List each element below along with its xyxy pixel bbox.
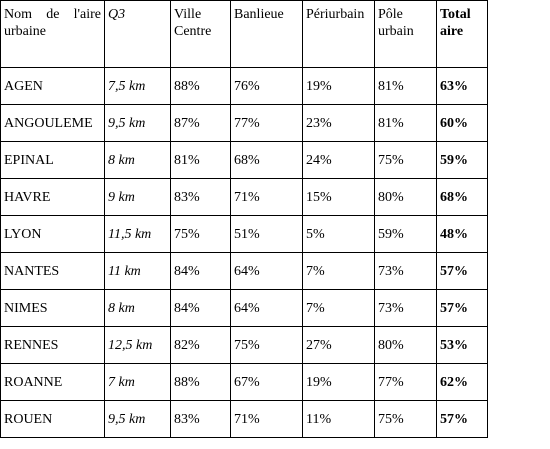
cell-city-center: 84% (171, 253, 231, 290)
cell-area-name: NIMES (1, 290, 105, 327)
cell-urban-pole: 80% (375, 327, 437, 364)
cell-q3: 8 km (105, 142, 171, 179)
cell-periurban: 7% (303, 290, 375, 327)
cell-total-area: 57% (437, 253, 488, 290)
cell-q3: 12,5 km (105, 327, 171, 364)
cell-city-center: 83% (171, 401, 231, 438)
cell-suburb: 67% (231, 364, 303, 401)
cell-urban-pole: 75% (375, 401, 437, 438)
cell-city-center: 83% (171, 179, 231, 216)
cell-area-name: HAVRE (1, 179, 105, 216)
cell-city-center: 81% (171, 142, 231, 179)
table-row (1, 253, 488, 290)
cell-city-center: 88% (171, 364, 231, 401)
cell-q3: 9 km (105, 179, 171, 216)
cell-total-area: 53% (437, 327, 488, 364)
cell-suburb: 71% (231, 179, 303, 216)
cell-area-name: EPINAL (1, 142, 105, 179)
cell-suburb: 68% (231, 142, 303, 179)
cell-suburb: 75% (231, 327, 303, 364)
cell-suburb: 71% (231, 401, 303, 438)
cell-total-area: 63% (437, 68, 488, 105)
table-row (1, 179, 488, 216)
cell-area-name: NANTES (1, 253, 105, 290)
cell-area-name: ROUEN (1, 401, 105, 438)
cell-total-area: 60% (437, 105, 488, 142)
cell-area-name: ANGOULEME (1, 105, 105, 142)
table-row (1, 68, 488, 105)
cell-q3: 8 km (105, 290, 171, 327)
cell-city-center: 87% (171, 105, 231, 142)
cell-total-area: 59% (437, 142, 488, 179)
cell-periurban: 7% (303, 253, 375, 290)
cell-city-center: 75% (171, 216, 231, 253)
cell-suburb: 51% (231, 216, 303, 253)
cell-periurban: 27% (303, 327, 375, 364)
cell-urban-pole: 80% (375, 179, 437, 216)
cell-urban-pole: 81% (375, 105, 437, 142)
cell-suburb: 77% (231, 105, 303, 142)
table-row (1, 105, 488, 142)
table-row (1, 364, 488, 401)
cell-total-area: 62% (437, 364, 488, 401)
cell-area-name: RENNES (1, 327, 105, 364)
cell-city-center: 88% (171, 68, 231, 105)
table-row (1, 216, 488, 253)
cell-q3: 11 km (105, 253, 171, 290)
cell-periurban: 19% (303, 364, 375, 401)
cell-urban-pole: 77% (375, 364, 437, 401)
cell-total-area: 57% (437, 401, 488, 438)
cell-urban-pole: 73% (375, 290, 437, 327)
cell-area-name: LYON (1, 216, 105, 253)
header-row (1, 1, 488, 68)
cell-total-area: 48% (437, 216, 488, 253)
cell-periurban: 5% (303, 216, 375, 253)
table-row (1, 142, 488, 179)
cell-urban-pole: 75% (375, 142, 437, 179)
header-cell-total-area: Total aire (437, 1, 488, 68)
cell-area-name: ROANNE (1, 364, 105, 401)
header-cell-city-center: Ville Centre (171, 1, 231, 68)
cell-periurban: 23% (303, 105, 375, 142)
header-cell-suburb: Banlieue (231, 1, 303, 68)
cell-periurban: 15% (303, 179, 375, 216)
cell-suburb: 64% (231, 290, 303, 327)
cell-urban-pole: 59% (375, 216, 437, 253)
header-cell-periurban: Périurbain (303, 1, 375, 68)
cell-total-area: 57% (437, 290, 488, 327)
cell-q3: 7,5 km (105, 68, 171, 105)
header-cell-area-name: Nom de l'aire urbaine (1, 1, 105, 68)
cell-q3: 9,5 km (105, 401, 171, 438)
cell-urban-pole: 81% (375, 68, 437, 105)
cell-periurban: 19% (303, 68, 375, 105)
table-row (1, 290, 488, 327)
cell-city-center: 82% (171, 327, 231, 364)
cell-q3: 7 km (105, 364, 171, 401)
cell-q3: 9,5 km (105, 105, 171, 142)
cell-suburb: 76% (231, 68, 303, 105)
cell-q3: 11,5 km (105, 216, 171, 253)
table-row (1, 327, 488, 364)
cell-urban-pole: 73% (375, 253, 437, 290)
cell-area-name: AGEN (1, 68, 105, 105)
cell-periurban: 11% (303, 401, 375, 438)
table-row (1, 401, 488, 438)
header-cell-q3: Q3 (105, 1, 171, 68)
cell-periurban: 24% (303, 142, 375, 179)
cell-suburb: 64% (231, 253, 303, 290)
cell-city-center: 84% (171, 290, 231, 327)
cell-total-area: 68% (437, 179, 488, 216)
header-cell-urban-pole: Pôle urbain (375, 1, 437, 68)
